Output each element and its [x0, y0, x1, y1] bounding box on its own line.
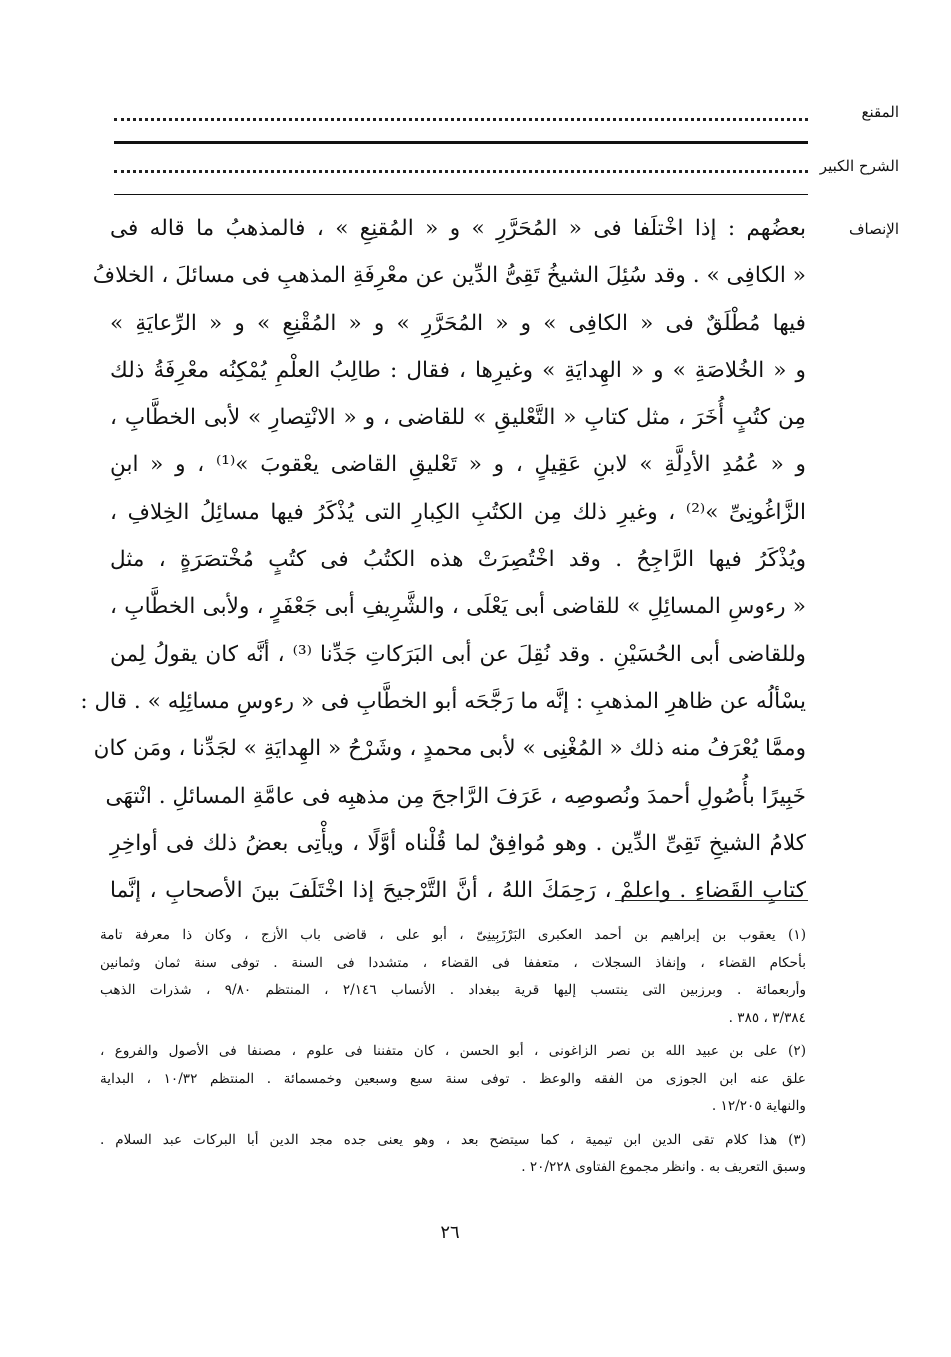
- text-line: كلامُ الشيخِ تَقِىِّ الدِّين . وهو مُوافِقٌ لما قُلْناه أوَّلًا ، ويأْتِى بعضُ ذلك فى أواخِرِ: [110, 830, 806, 856]
- text-line: و « عُمُدِ الأدِلَّةِ » لابنِ عَقِيلٍ ، و « تَعْليقِ القاضى يعْقوبَ »⁽¹⁾ ، و « ابنِ: [110, 452, 806, 478]
- label-muqni: المقنع: [861, 103, 899, 121]
- text-line: فيها مُطْلَقٌ فى « الكافِى » و « المُحَرَّرِ » و « المُقْنِعِ » و « الرِّعايَةِ »: [110, 310, 806, 336]
- footnote-line: وسبق التعريف به . وانظر مجموع الفتاوى ٢٠/٢٢٨ .: [521, 1159, 806, 1175]
- footnote-3: [100, 1127, 806, 1182]
- text-line: « رءوسِ المسائِلِ » للقاضى أبى يَعْلَى ، والشَّرِيفِ أبى جَعْفَرٍ ، ولأبى الخطَّابِ ،: [110, 594, 806, 620]
- footnote-line: بأحكام القضاء ، وإنفاذ السجلات ، متعففا فى القضاء ، متشددا فى السنة . توفى سنة ثمان وثمانين: [100, 954, 806, 971]
- footnote-2: [100, 1038, 806, 1121]
- text-line: و « الخُلاصَةِ » و « الهِدايَةِ » وغيرِها ، فقال : طالِبُ العلْمِ يُمْكِنُه معْرِفَةُ ذلك: [110, 357, 806, 383]
- text-line: خَبِيرًا بأُصُولِ أحمدَ ونُصوصِه ، عَرَفَ الرَّاجحَ مِن مذهبِه فى عامَّةِ المسائلِ . انْتهَى: [105, 783, 806, 809]
- label-insaf: الإنصاف: [848, 220, 899, 238]
- sharh-dotted-line: [114, 170, 808, 173]
- footnote-line: وأربعمائة . وبرزبين التى ينتسب إليها قرية ببغداد . الأنساب ٢/١٤٦ ، المنتظم ٩/٨٠ ، شذرات الذهب: [100, 982, 807, 998]
- insaf-rule: [114, 194, 808, 195]
- text-line: يسْألُه عن ظاهرِ المذهبِ : إنَّه ما رَجَّحَه أبو الخطَّابِ فى « رءوسِ مسائِلِه » . قال :: [80, 688, 806, 714]
- footnote-rule: [615, 900, 808, 901]
- text-line: كتابِ القَضاءِ . واعلمْ ، رَحِمَكَ اللهُ ، أنَّ التَّرْجيحَ إذا اخْتَلَفَ بينَ الأصحابِ ، إنَّما: [110, 878, 806, 904]
- label-sharh: الشرح الكبير: [819, 157, 899, 175]
- text-line: ويُذْكَرُ فيها الرَّاجِحُ . وقد اخْتُصِرَتْ هذه الكتُبُ فى كتُبٍ مُخْتصَرَةٍ ، مثل: [110, 547, 806, 573]
- text-line: مِن كتُبٍ أُخَرَ ، مثل كتابِ « التَّعْليقِ » للقاضى ، و « الانْتِصارِ » لأبى الخطَّابِ ،: [110, 405, 806, 431]
- footnote-line: (١) يعقوب بن إبراهيم بن أحمد العكبرى البَرْزَبِينِىّ ، أبو على ، قاضى باب الأزج ، وكان ذا معرفة تامة: [100, 927, 806, 943]
- footnote-line: (٢) على بن عبيد الله بن نصر الزاغونى ، أبو الحسن ، كان متفننا فى علوم ، مصنفا فى الأصول والفروع ،: [100, 1043, 806, 1059]
- text-line: بعضُهم : إذا اخْتلَفا فى « المُحَرَّرِ » و « المُقنِعِ » ، فالمذهبُ ما قاله فى: [110, 216, 806, 241]
- main-text: [80, 205, 807, 914]
- footnote-1: [100, 922, 806, 1032]
- section-rule: [114, 141, 808, 144]
- footnote-line: (٣) هذا كلام تقى الدين ابن تيمية ، كما سيتضح بعد ، وهو يعنى جده مجد الدين أبا البركات عبد السلام .: [100, 1131, 806, 1148]
- footnote-line: والنهاية ١٢/٢٠٥ .: [711, 1098, 806, 1114]
- footnote-line: علق عنه ابن الجوزى من الفقه والوعظ . توفى سنة سبع وسبعين وخمسمائة . المنتظم ١٠/٣٢ ، البداية: [100, 1070, 806, 1087]
- footnotes: [100, 922, 806, 1188]
- footnote-line: ٣/٣٨٤ ، ٣٨٥ .: [728, 1009, 806, 1026]
- text-line: وللقاضى أبى الحُسَيْنِ . وقد نُقِلَ عن أبى البَرَكاتِ جَدِّنا ⁽³⁾ ، أنَّه كان يقولُ لِمن: [110, 641, 806, 667]
- text-line: وممَّا يُعْرَفُ منه ذلك « المُغْنِى » لأبى محمدٍ ، وشَرْحُ « الهِدايَةِ » لجَدِّنا ، ومَن كان: [93, 736, 806, 762]
- page-number: ٢٦: [440, 1222, 460, 1243]
- text-line: الزَّاغُونِىِّ »⁽²⁾ ، وغيرِ ذلك مِن الكتُبِ الكِبارِ التى يُذْكَرُ فيها مسائِلُ الخِلافِ ،: [110, 499, 807, 525]
- text-line: « الكافِى » . وقد سُئِلَ الشيخُ تَقِىُّ الدِّين عن معْرِفَةِ المذهبِ فى مسائلَ ، الخلافُ: [92, 263, 806, 289]
- muqni-dotted-line: [114, 118, 808, 121]
